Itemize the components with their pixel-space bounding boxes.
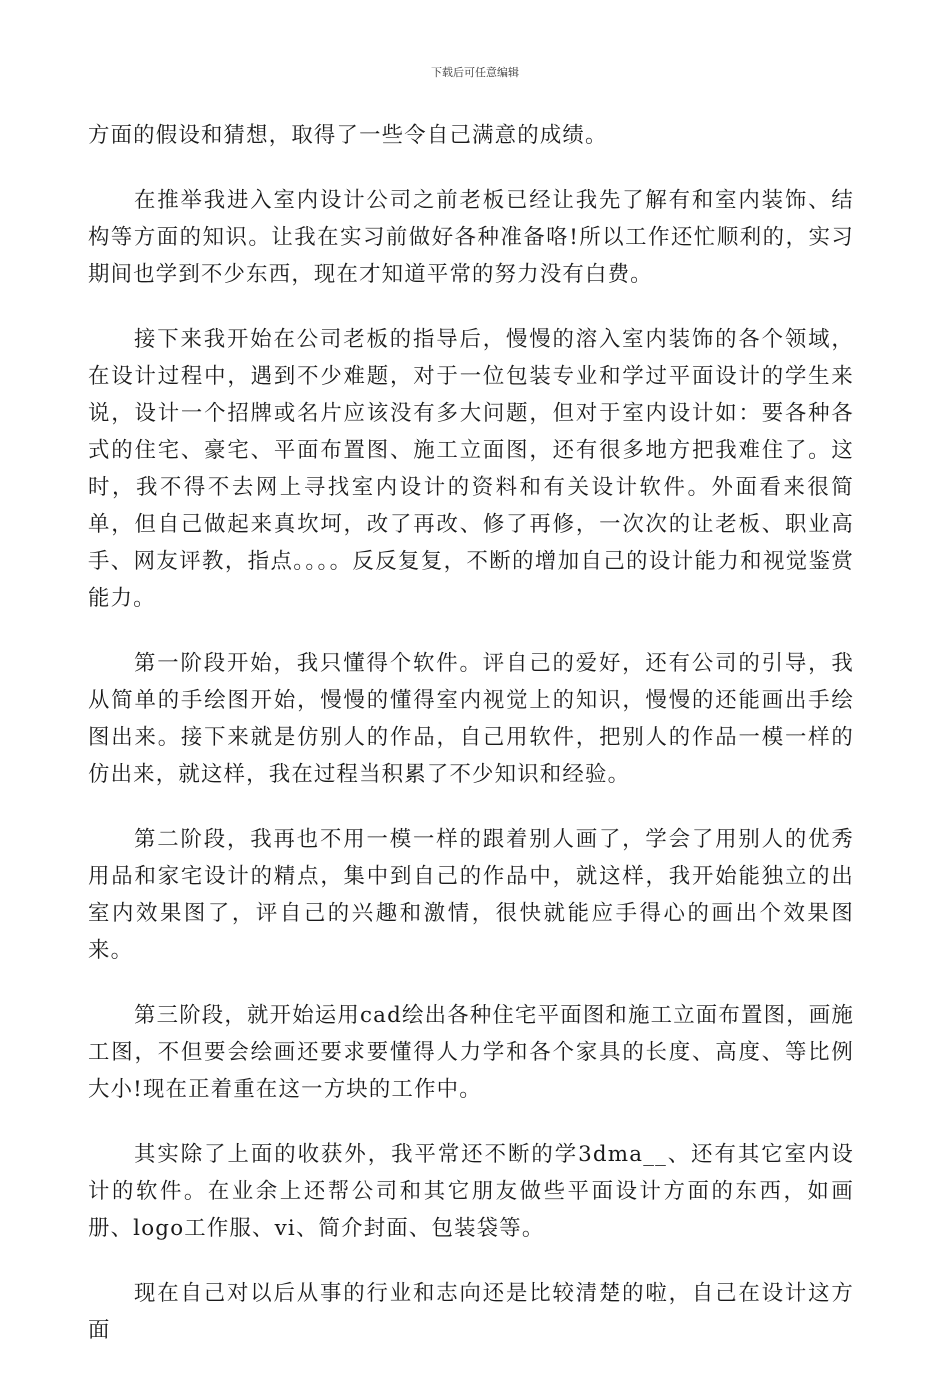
paragraph: 现在自己对以后从事的行业和志向还是比较清楚的啦，自己在设计这方面 [88, 1281, 854, 1343]
document-body [88, 117, 854, 1377]
paragraph: 第一阶段开始，我只懂得个软件。评自己的爱好，还有公司的引导，我从简单的手绘图开始，慢慢的懂得室内视觉上的知识，慢慢的还能画出手绘图出来。接下来就是仿别人的作品，自己用软件，把别人的作品一模一样的仿出来，就这样，我在过程当积累了不少知识和经验。 [88, 651, 854, 787]
paragraph: 接下来我开始在公司老板的指导后，慢慢的溶入室内装饰的各个领域，在设计过程中，遇到不少难题，对于一位包装专业和学过平面设计的学生来说，设计一个招牌或名片应该没有多大问题，但对于室内设计如：要各种各式的住宅、豪宅、平面布置图、施工立面图，还有很多地方把我难住了。这时，我不得不去网上寻找室内设计的资料和有关设计软件。外面看来很简单，但自己做起来真坎坷，改了再改、修了再修，一次次的让老板、职业高手、网友评教，指点。。。。反反复复，不断的增加自己的设计能力和视觉鉴赏能力。 [88, 327, 854, 611]
paragraph: 在推举我进入室内设计公司之前老板已经让我先了解有和室内装饰、结构等方面的知识。让我在实习前做好各种准备咯!所以工作还忙顺利的，实习期间也学到不少东西，现在才知道平常的努力没有白费。 [88, 188, 854, 287]
page-header: 下载后可任意编辑 [431, 66, 519, 79]
paragraph: 方面的假设和猜想，取得了一些令自己满意的成绩。 [88, 123, 608, 148]
paragraph: 第三阶段，就开始运用cad绘出各种住宅平面图和施工立面布置图，画施工图，不但要会绘画还要求要懂得人力学和各个家具的长度、高度、等比例大小!现在正着重在这一方块的工作中。 [88, 1003, 854, 1102]
paragraph: 第二阶段，我再也不用一模一样的跟着别人画了，学会了用别人的优秀用品和家宅设计的精点，集中到自己的作品中，就这样，我开始能独立的出室内效果图了，评自己的兴趣和激情，很快就能应手得心的画出个效果图来。 [88, 827, 854, 963]
paragraph: 其实除了上面的收获外，我平常还不断的学3dma__、还有其它室内设计的软件。在业余上还帮公司和其它朋友做些平面设计方面的东西，如画册、logo工作服、vi、简介封面、包装袋等。 [88, 1142, 854, 1241]
